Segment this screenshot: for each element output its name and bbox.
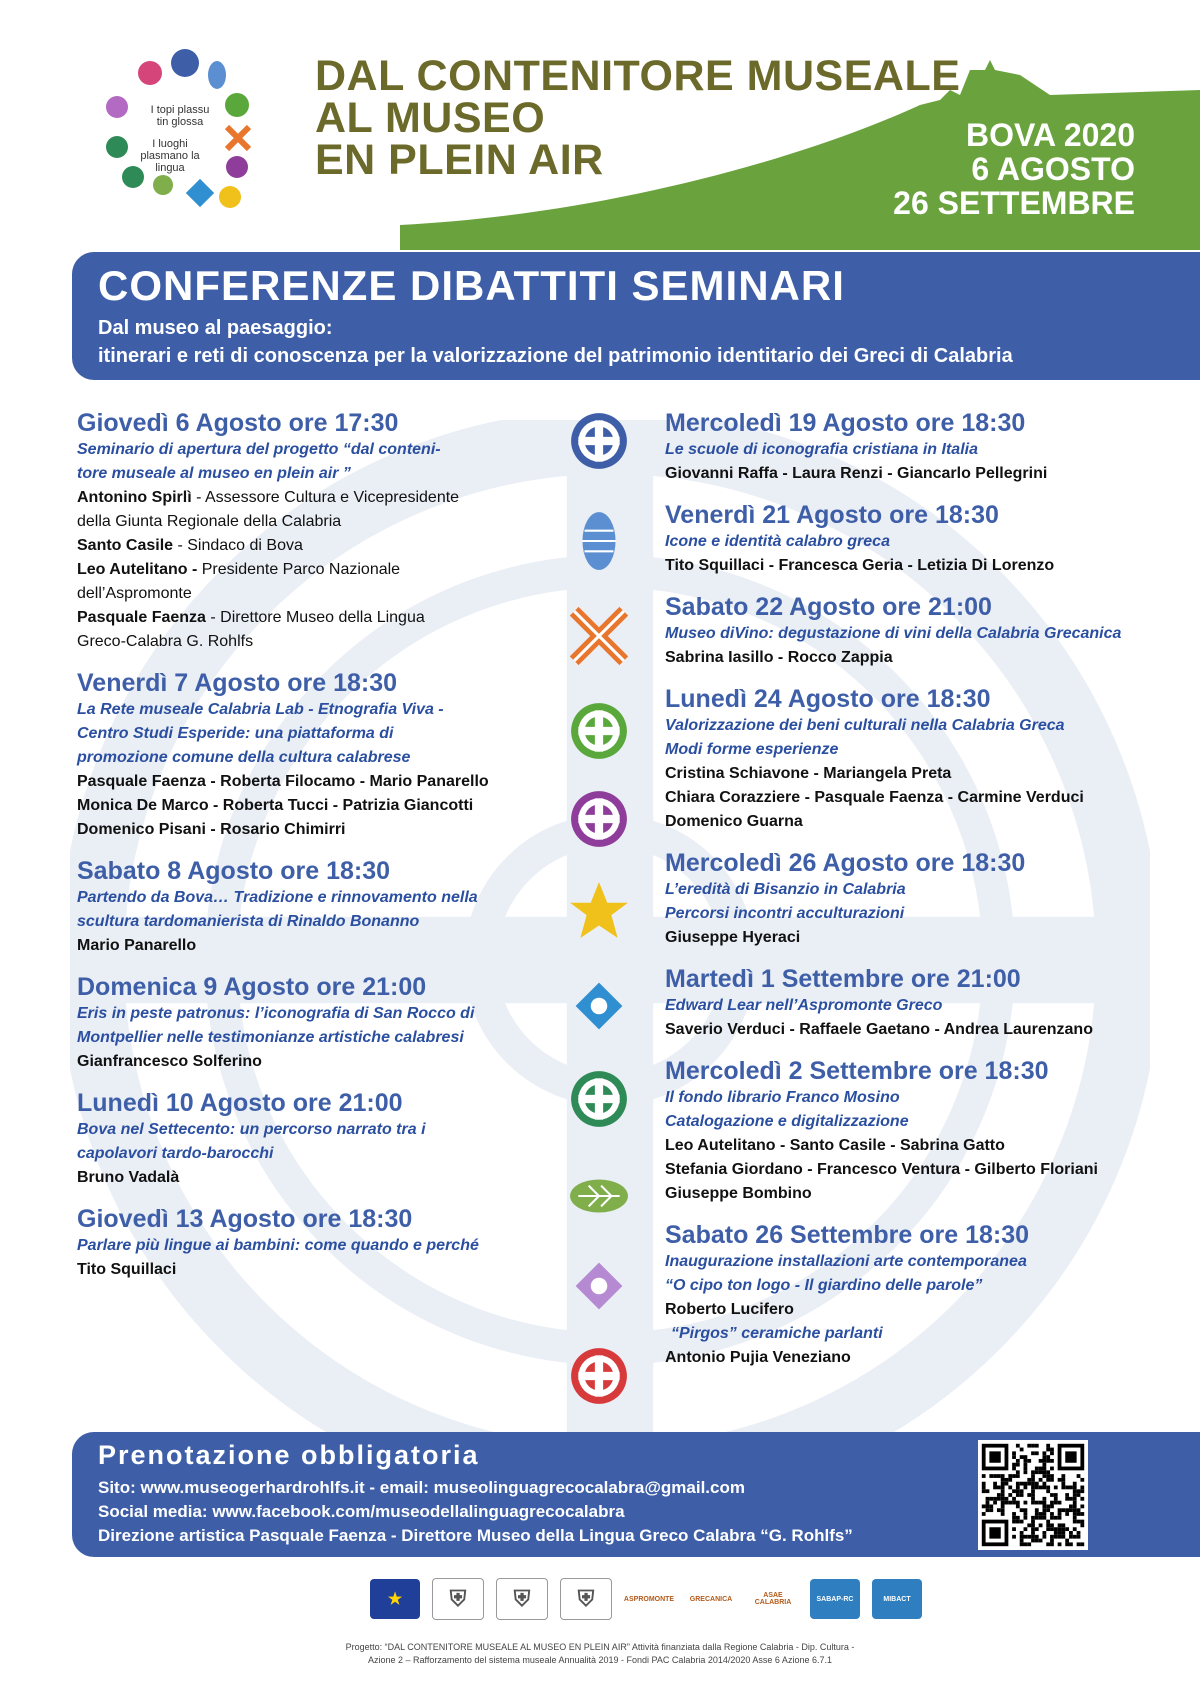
partner-logo: MIBACT: [872, 1579, 922, 1619]
event-date-heading: Mercoledì 2 Settembre ore 18:30: [665, 1057, 1049, 1085]
speaker-name: Sabrina Iasillo - Rocco Zappia: [665, 649, 893, 666]
speaker-line: [665, 554, 1165, 578]
partner-logo: ASAE CALABRIA: [748, 1579, 798, 1619]
coat-of-arms-icon: ⛨: [577, 1586, 595, 1611]
event-block: [665, 500, 1165, 578]
event-date-heading: Mercoledì 19 Agosto ore 18:30: [665, 409, 1026, 437]
speaker-role: - Sindaco di Bova: [173, 537, 303, 554]
date-line-3: 26 SETTEMBRE: [893, 185, 1135, 221]
coat-of-arms-icon: ⛨: [449, 1586, 467, 1611]
event-block: [77, 1088, 537, 1190]
artistic-direction-line: Direzione artistica Pasquale Faenza - Direttore Museo della Lingua Greco Calabra “G. Rohlfs”: [98, 1526, 853, 1545]
speaker-name: Roberto Lucifero: [665, 1301, 794, 1318]
speaker-name: Cristina Schiavone - Mariangela Preta: [665, 765, 952, 782]
blue-star-icon: [568, 975, 630, 1037]
purple-ring-icon: [568, 788, 630, 850]
event-block: [665, 592, 1165, 670]
banner-sub-line-1: Dal museo al paesaggio:: [98, 317, 333, 339]
partner-logo: [496, 1578, 548, 1620]
event-block: [665, 1220, 1165, 1370]
speaker-line: [665, 1298, 1165, 1322]
speaker-name: Leo Autelitano -: [77, 561, 198, 578]
event-date-heading: Mercoledì 26 Agosto ore 18:30: [665, 849, 1026, 877]
partner-logo: [370, 1579, 420, 1619]
speaker-name: Stefania Giordano - Francesco Ventura - Gilberto Floriani: [665, 1161, 1098, 1178]
circle-grid-icon: [568, 410, 630, 472]
partner-logo: [560, 1578, 612, 1620]
speaker-name: Tito Squillaci: [77, 1261, 177, 1278]
event-title: Parlare più lingue ai bambini: come quando e perché: [77, 1237, 479, 1254]
coat-of-arms-icon: ⛨: [513, 1586, 531, 1611]
blue-leaf-icon: [568, 510, 630, 572]
green-leaf-icon: [568, 1165, 630, 1227]
speaker-role: - Assessore Cultura e Vicepresidente: [191, 489, 460, 506]
title-line-2: AL MUSEO: [315, 94, 546, 142]
red-sun-icon: [568, 1345, 630, 1407]
title-line-3: EN PLEIN AIR: [315, 136, 604, 184]
event-date-heading: Giovedì 6 Agosto ore 17:30: [77, 409, 399, 437]
eu-flag-stars-icon: ★: [387, 1591, 403, 1608]
event-title: Percorsi incontri acculturazioni: [665, 905, 905, 922]
right-event-column: [665, 408, 1165, 1384]
event-title: Valorizzazione dei beni culturali nella Calabria Greca: [665, 717, 1065, 734]
event-title: Eris in peste patronus: l’iconografia di San Rocco di: [77, 1005, 475, 1022]
green-gear-icon: [568, 700, 630, 762]
event-title: Seminario di apertura del progetto “dal conteni-: [77, 441, 441, 458]
booking-info: [98, 1476, 853, 1548]
speaker-name: Chiara Corazziere - Pasquale Faenza - Carmine Verduci: [665, 789, 1084, 806]
event-block: [665, 408, 1165, 486]
speaker-line: [77, 486, 537, 510]
speaker-line: [665, 810, 1165, 834]
speaker-name: Pasquale Faenza: [77, 609, 206, 626]
social-media-line[interactable]: Social media: www.facebook.com/museodellalinguagrecocalabra: [98, 1502, 625, 1521]
event-date-heading: Venerdì 7 Agosto ore 18:30: [77, 669, 398, 697]
event-title: Partendo da Bova… Tradizione e rinnovamento nella: [77, 889, 478, 906]
speaker-name: Antonino Spirlì: [77, 489, 192, 506]
partner-logo: GRECANICA: [686, 1579, 736, 1619]
speaker-line: [77, 1258, 537, 1282]
main-title: [315, 52, 961, 184]
event-title: Bova nel Settecento: un percorso narrato tra i: [77, 1121, 426, 1138]
credits-line-2: Azione 2 – Rafforzamento del sistema museale Annualità 2019 - Fondi PAC Calabria 2014/2020 Asse 6 Azione 6.7.1: [368, 1655, 832, 1665]
event-title: tore museale al museo en plein air ”: [77, 465, 351, 482]
event-date-heading: Sabato 22 Agosto ore 21:00: [665, 593, 992, 621]
event-block: [665, 1056, 1165, 1206]
speaker-role: della Giunta Regionale della Calabria: [77, 513, 342, 530]
speaker-name: Saverio Verduci - Raffaele Gaetano - Andrea Laurenzano: [665, 1021, 1093, 1038]
event-block: [77, 1204, 537, 1282]
speaker-line: [665, 1158, 1165, 1182]
speaker-name: Domenico Guarna: [665, 813, 803, 830]
event-title: “Pirgos” ceramiche parlanti: [671, 1325, 883, 1342]
speaker-line: [665, 926, 1165, 950]
title-line-1: DAL CONTENITORE MUSEALE: [315, 52, 961, 100]
event-title: Inaugurazione installazioni arte contemporanea: [665, 1253, 1027, 1270]
event-date-heading: Lunedì 24 Agosto ore 18:30: [665, 685, 991, 713]
speaker-name: Monica De Marco - Roberta Tucci - Patrizia Giancotti: [77, 797, 474, 814]
speaker-role: Greco-Calabra G. Rohlfs: [77, 633, 254, 650]
speaker-line: [77, 534, 537, 558]
left-event-column: [77, 408, 537, 1296]
speaker-line: [665, 462, 1165, 486]
speaker-line: [77, 630, 537, 654]
event-block: [665, 964, 1165, 1042]
event-title: scultura tardomanierista di Rinaldo Bonanno: [77, 913, 420, 930]
event-block: [77, 972, 537, 1074]
speaker-name: Pasquale Faenza - Roberta Filocamo - Mario Panarello: [77, 773, 489, 790]
event-title: Catalogazione e digitalizzazione: [665, 1113, 909, 1130]
logo-text-greek: I topi plassu tin glossa: [150, 104, 210, 128]
speaker-name: Gianfrancesco Solferino: [77, 1053, 262, 1070]
event-title: Icone e identità calabro greca: [665, 533, 890, 550]
speaker-line: [665, 1018, 1165, 1042]
speaker-line: [665, 1346, 1165, 1370]
speaker-name: Giuseppe Hyeraci: [665, 929, 801, 946]
event-date-heading: Domenica 9 Agosto ore 21:00: [77, 973, 427, 1001]
event-title: Il fondo librario Franco Mosino: [665, 1089, 900, 1106]
credits: [0, 1641, 1200, 1667]
event-date-heading: Giovedì 13 Agosto ore 18:30: [77, 1205, 413, 1233]
date-line-1: BOVA 2020: [966, 117, 1135, 153]
speaker-line: [77, 770, 537, 794]
event-dates: [893, 118, 1135, 220]
speaker-line: [77, 558, 537, 582]
event-title: capolavori tardo-barocchi: [77, 1145, 274, 1162]
event-title: Museo diVino: degustazione di vini della Calabria Grecanica: [665, 625, 1122, 642]
event-title: L’eredità di Bisanzio in Calabria: [665, 881, 906, 898]
event-date-heading: Lunedì 10 Agosto ore 21:00: [77, 1089, 403, 1117]
speaker-name: Giuseppe Bombino: [665, 1185, 812, 1202]
logo-text-italian: I luoghi plasmano la lingua: [140, 138, 200, 174]
speaker-line: [665, 786, 1165, 810]
program-banner: [72, 252, 1200, 380]
event-title: “O cipo ton logo - Il giardino delle parole”: [665, 1277, 983, 1294]
speaker-line: [77, 1050, 537, 1074]
green-cross-icon: [568, 1068, 630, 1130]
yellow-flower-icon: [568, 880, 630, 942]
lilac-star-icon: [568, 1255, 630, 1317]
speaker-line: [77, 794, 537, 818]
event-title: Le scuole di iconografia cristiana in Italia: [665, 441, 978, 458]
event-block: [77, 408, 537, 654]
speaker-line: [77, 510, 537, 534]
date-line-2: 6 AGOSTO: [971, 151, 1135, 187]
website-email-line[interactable]: Sito: www.museogerhardrohlfs.it - email: museolinguagrecocalabra@gmail.com: [98, 1478, 745, 1497]
credits-line-1: Progetto: “DAL CONTENITORE MUSEALE AL MUSEO EN PLEIN AIR” Attività finanziata dalla Regione Calabria - Dip. Cultura -: [345, 1642, 855, 1652]
event-block: [665, 684, 1165, 834]
speaker-name: Bruno Vadalà: [77, 1169, 180, 1186]
project-logo: [95, 45, 275, 225]
event-date-heading: Sabato 26 Settembre ore 18:30: [665, 1221, 1030, 1249]
speaker-line: [665, 646, 1165, 670]
speaker-name: Giovanni Raffa - Laura Renzi - Giancarlo Pellegrini: [665, 465, 1048, 482]
banner-heading: CONFERENZE DIBATTITI SEMINARI: [98, 262, 845, 309]
speaker-role: Presidente Parco Nazionale: [197, 561, 401, 578]
speaker-name: Mario Panarello: [77, 937, 197, 954]
speaker-name: Antonio Pujia Veneziano: [665, 1349, 851, 1366]
speaker-line: [77, 934, 537, 958]
speaker-line: [77, 818, 537, 842]
event-title: Edward Lear nell’Aspromonte Greco: [665, 997, 943, 1014]
speaker-line: [665, 1134, 1165, 1158]
speaker-name: Tito Squillaci - Francesca Geria - Letizia Di Lorenzo: [665, 557, 1055, 574]
event-date-heading: Sabato 8 Agosto ore 18:30: [77, 857, 391, 885]
event-title: Modi forme esperienze: [665, 741, 839, 758]
event-date-heading: Martedì 1 Settembre ore 21:00: [665, 965, 1021, 993]
speaker-role: - Direttore Museo della Lingua: [205, 609, 425, 626]
partner-logos: [370, 1578, 922, 1620]
event-block: [77, 856, 537, 958]
speaker-name: Domenico Pisani - Rosario Chimirri: [77, 821, 346, 838]
partner-logo: SABAP-RC: [810, 1579, 860, 1619]
event-title: Montpellier nelle testimonianze artistiche calabresi: [77, 1029, 464, 1046]
booking-title: Prenotazione obbligatoria: [98, 1440, 480, 1470]
event-title: Centro Studi Esperide: una piattaforma di: [77, 725, 394, 742]
speaker-name: Santo Casile: [77, 537, 174, 554]
banner-sub-line-2: itinerari e reti di conoscenza per la valorizzazione del patrimonio identitario dei Greci di Calabria: [98, 345, 1013, 367]
event-title: promozione comune della cultura calabrese: [77, 749, 411, 766]
speaker-line: [665, 1182, 1165, 1206]
speaker-name: Leo Autelitano - Santo Casile - Sabrina Gatto: [665, 1137, 1005, 1154]
banner-subtitle: [98, 314, 1013, 370]
speaker-line: [77, 606, 537, 630]
partner-logo: ASPROMONTE: [624, 1579, 674, 1619]
event-date-heading: Venerdì 21 Agosto ore 18:30: [665, 501, 999, 529]
event-block: [77, 668, 537, 842]
speaker-line: [77, 582, 537, 606]
orange-x-icon: [568, 605, 630, 667]
qr-code[interactable]: [978, 1440, 1088, 1550]
event-block: [665, 848, 1165, 950]
speaker-role: dell’Aspromonte: [77, 585, 192, 602]
partner-logo: [432, 1578, 484, 1620]
speaker-line: [665, 762, 1165, 786]
event-title: La Rete museale Calabria Lab - Etnografia Viva -: [77, 701, 444, 718]
speaker-line: [77, 1166, 537, 1190]
